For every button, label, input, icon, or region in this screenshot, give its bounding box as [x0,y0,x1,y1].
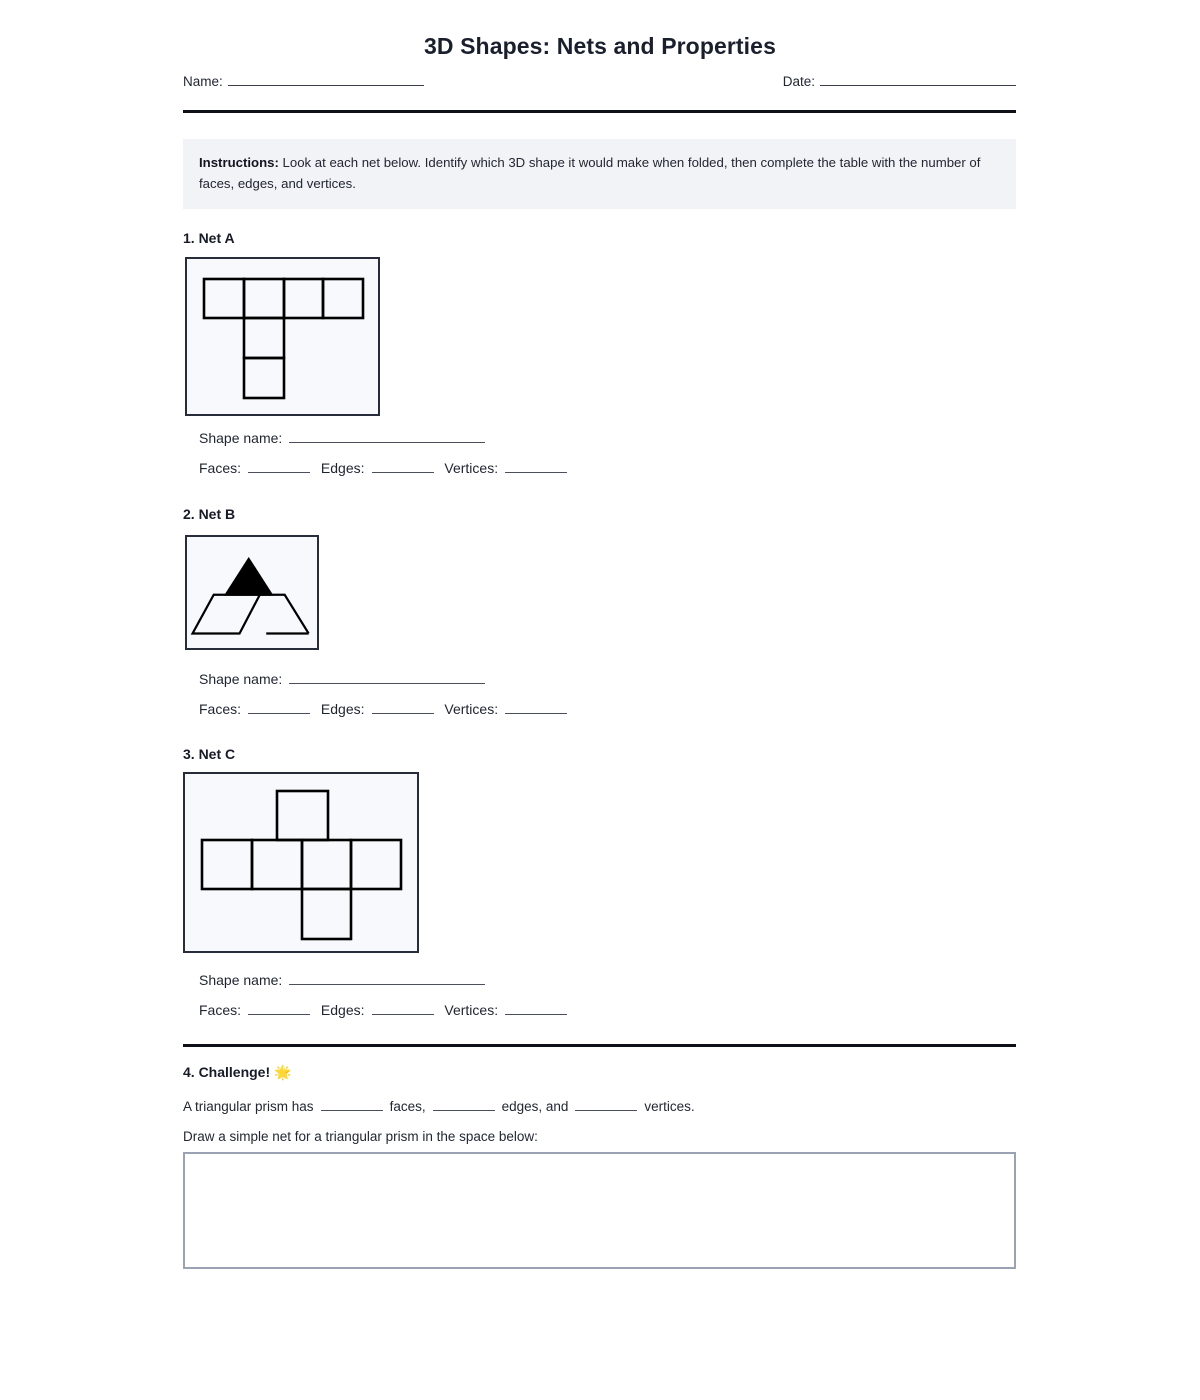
net-b-filled-triangle [226,559,272,595]
net-c-faces-blank[interactable] [248,1001,310,1015]
vertices-label: Vertices: [444,1002,499,1018]
net-a-answers [199,429,567,475]
shape-name-label: Shape name: [199,972,283,988]
net-c-counts-row [199,1001,567,1017]
net-b-faces-blank[interactable] [248,700,310,714]
edges-label: Edges: [320,1002,365,1018]
net-c-edges-blank[interactable] [372,1001,434,1015]
net-c-vertices-blank[interactable] [505,1001,567,1015]
page-title: 3D Shapes: Nets and Properties [424,33,776,59]
net-b-diagram-box [185,535,319,650]
date-field-group [783,74,1016,89]
name-date-row [183,74,1016,89]
net-a-svg [187,259,377,413]
challenge-edges-blank[interactable] [433,1097,495,1111]
net-c-diagram-box [183,772,419,953]
net-a-shape-name-blank[interactable] [289,429,485,443]
instructions-text: Look at each net below. Identify which 3D shape it would make when folded, then complete the table with the number of faces, edges, and vertices. [199,155,981,192]
net-b-left-flap [193,595,260,634]
net-a-diagram-box [185,257,380,416]
challenge-text-b: faces, [389,1099,426,1114]
net-a-faces-blank[interactable] [248,459,310,473]
header-divider [183,110,1016,113]
name-input-line[interactable] [228,74,424,86]
vertices-label: Vertices: [444,460,499,476]
net-c-answers [199,971,567,1017]
challenge-text-c: edges, and [501,1099,569,1114]
faces-label: Faces: [199,701,242,717]
net-a-edges-blank[interactable] [372,459,434,473]
date-label: Date: [782,74,815,89]
instructions-box [183,139,1016,209]
net-b-edges-blank[interactable] [372,700,434,714]
net-b-answers [199,670,567,716]
net-c-heading: 3. Net C [183,746,236,762]
challenge-faces-blank[interactable] [321,1097,383,1111]
net-b-shape-name-blank[interactable] [289,670,485,684]
net-c-shape-name-blank[interactable] [289,971,485,985]
drawing-area[interactable] [183,1152,1016,1269]
challenge-divider [183,1044,1016,1047]
shape-name-label: Shape name: [199,430,283,446]
challenge-fill-line [183,1097,695,1114]
edges-label: Edges: [320,701,365,717]
draw-prompt: Draw a simple net for a triangular prism in the space below: [183,1129,538,1144]
net-a-counts-row [199,459,567,475]
challenge-text-d: vertices. [644,1099,695,1114]
challenge-text-a: A triangular prism has [183,1099,314,1114]
challenge-vertices-blank[interactable] [575,1097,637,1111]
net-b-right-flap-outline [260,595,309,634]
edges-label: Edges: [320,460,365,476]
challenge-heading-row [183,1064,291,1081]
net-c-svg [185,774,416,950]
date-input-line[interactable] [820,74,1016,86]
net-b-counts-row [199,700,567,716]
shape-name-label: Shape name: [199,671,283,687]
challenge-heading: 4. Challenge! [183,1064,271,1080]
faces-label: Faces: [199,460,242,476]
net-b-svg [187,537,316,647]
net-b-vertices-blank[interactable] [505,700,567,714]
net-b-heading: 2. Net B [183,506,236,522]
name-field-group [183,74,424,89]
star-icon: 🌟 [274,1064,292,1080]
instructions-label: Instructions: [199,155,279,170]
net-a-heading: 1. Net A [183,230,235,246]
vertices-label: Vertices: [444,701,499,717]
net-a-vertices-blank[interactable] [505,459,567,473]
net-a-shape-name-row [199,429,567,445]
name-label: Name: [183,74,223,89]
faces-label: Faces: [199,1002,242,1018]
net-b-shape-name-row [199,670,567,686]
net-c-shape-name-row [199,971,567,987]
